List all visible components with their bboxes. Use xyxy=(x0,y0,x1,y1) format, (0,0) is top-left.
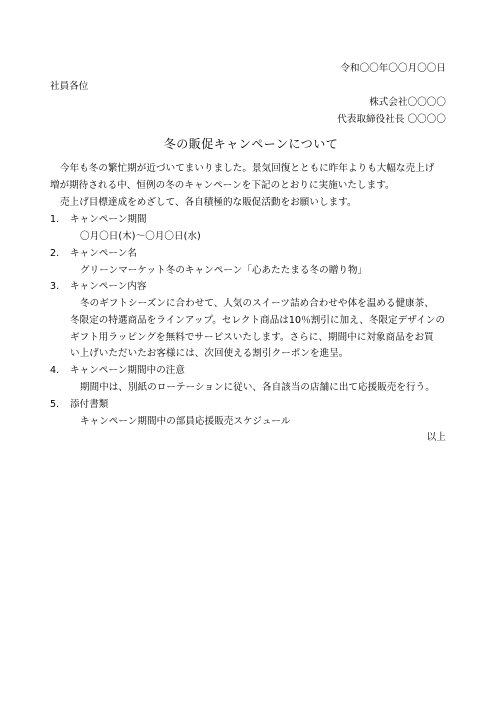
intro-line: 今年も冬の繁忙期が近づいてまいりました。景気回復とともに昨年よりも大幅な売上げ xyxy=(60,163,435,174)
intro-line: 売上げ目標達成をめざして、各自積極的な販促活動をお願いします。 xyxy=(60,197,357,208)
section-heading-text: キャンペーン期間中の注意 xyxy=(70,365,186,376)
section-heading xyxy=(50,365,185,377)
section-heading-text: キャンペーン期間 xyxy=(70,214,147,225)
section-body-line: 〇月〇日(木)～〇月〇日(水) xyxy=(80,231,201,242)
section-heading-text: キャンペーン名 xyxy=(70,248,138,259)
intro-line: 増が期待される中、恒例の冬のキャンペーンを下記のとおりに実施いたします。 xyxy=(50,180,395,191)
section-body-line: キャンペーン期間中の部員応援販売スケジュール xyxy=(80,416,291,427)
section-number: 1. xyxy=(50,214,60,225)
section-number: 5. xyxy=(50,399,60,410)
section-body-line: い上げいただいたお客様には、次回使える割引クーポンを進呈。 xyxy=(70,348,349,359)
section-body-line: 冬のギフトシーズンに合わせて、人気のスイーツ詰め合わせや体を温める健康茶、 xyxy=(80,298,434,309)
section-body-line: 冬限定の特選商品をラインアップ。セレクト商品は10％割引に加え、冬限定デザインの xyxy=(70,315,446,326)
section-number: 3. xyxy=(50,281,60,292)
section-heading xyxy=(50,248,137,260)
recipient-line: 社員各位 xyxy=(50,81,89,92)
document-title: 冬の販促キャンペーンについて xyxy=(163,137,339,151)
section-number: 2. xyxy=(50,248,60,259)
date-line: 令和〇〇年〇〇月〇〇日 xyxy=(340,63,446,74)
section-number: 4. xyxy=(50,365,60,376)
section-heading xyxy=(50,399,108,411)
sender-line: 代表取締役社長 〇〇〇〇 xyxy=(337,114,446,125)
closing-mark: 以上 xyxy=(426,432,446,443)
company-line: 株式会社〇〇〇〇 xyxy=(369,97,446,108)
section-body-line: 期間中は、別紙のローテーションに従い、各自該当の店舗に出て応援販売を行う。 xyxy=(80,382,435,393)
section-body-line: ギフト用ラッピングを無料でサービスいたします。さらに、期間中に対象商品をお買 xyxy=(70,332,434,343)
section-heading-text: 添付書類 xyxy=(70,399,109,410)
section-body-line: グリーンマーケット冬のキャンペーン「心あたたまる冬の贈り物」 xyxy=(80,265,368,276)
section-heading-text: キャンペーン内容 xyxy=(70,281,147,292)
section-heading xyxy=(50,214,147,226)
section-heading xyxy=(50,281,147,293)
